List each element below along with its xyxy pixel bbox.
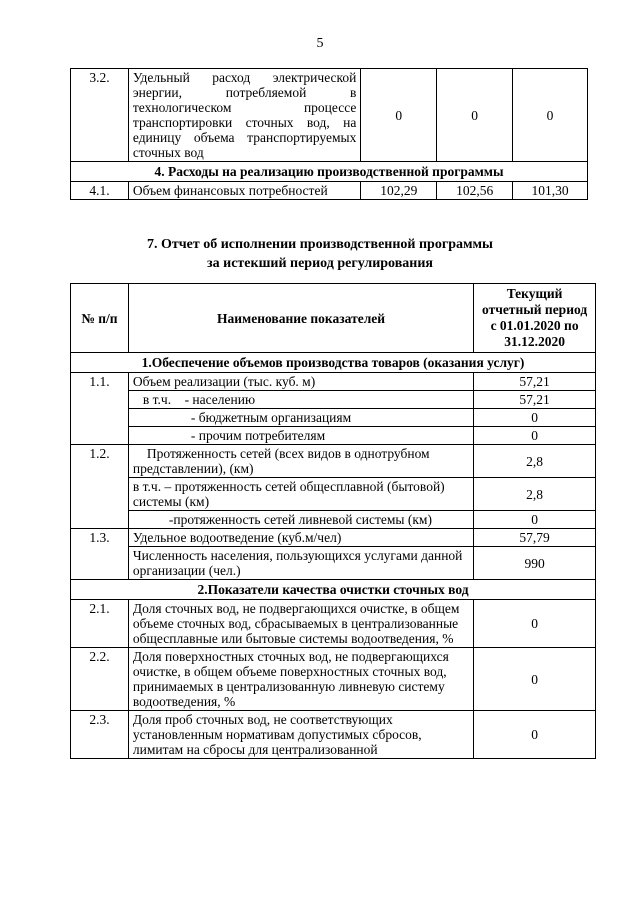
indicator-name: - бюджетным организациям [128,409,473,427]
indicator-name: Объем финансовых потребностей [128,182,361,200]
table-row [71,529,596,547]
report-table [70,283,596,759]
value-cell: 0 [437,69,513,162]
indicator-name: Численность населения, пользующихся услугами данной организации (чел.) [128,547,473,580]
table-row [71,391,596,409]
indicator-name: Протяженность сетей (всех видов в однотрубном представлении), (км) [128,445,473,478]
header-num: № п/п [71,284,129,353]
value-cell: 101,30 [513,182,588,200]
table-row [71,69,588,162]
value-cell: 2,8 [474,478,596,511]
section-7-title-line-1: 7. Отчет об исполнении производственной программы [146,237,493,252]
row-number: 2.3. [71,711,129,759]
row-number: 2.1. [71,600,129,648]
table-row [71,409,596,427]
section-row [71,353,596,373]
section-row [71,580,596,600]
row-number: 4.1. [71,182,129,200]
table-row [71,182,588,200]
row-number: 2.2. [71,648,129,711]
indicator-name: Удельное водоотведение (куб.м/чел) [128,529,473,547]
table-row [71,445,596,478]
table-row [71,373,596,391]
header-row [71,284,596,353]
section-heading: 4. Расходы на реализацию производственной программы [71,162,588,182]
indicator-name: - прочим потребителям [128,427,473,445]
table-row [71,600,596,648]
value-cell: 102,29 [361,182,437,200]
value-cell: 57,79 [474,529,596,547]
value-cell: 102,56 [437,182,513,200]
header-name: Наименование показателей [128,284,473,353]
indicator-name: Доля проб сточных вод, не соответствующих установленным нормативам допустимых сбросов, лимитам на сбросы для централизованной [128,711,473,759]
top-table [70,68,588,200]
indicator-name: Удельный расход электрической энергии, потребляемой в технологическом процессе транспортировки сточных вод, на единицу объема транспортируемых сточных вод [128,69,361,162]
section-row [71,162,588,182]
value-cell: 0 [474,600,596,648]
row-number: 1.1. [71,373,129,445]
indicator-name: Доля сточных вод, не подвергающихся очистке, в общем объеме сточных вод, сбрасываемых в централизованные общесплавные или бытовые системы водоотведения, % [128,600,473,648]
indicator-name: Доля поверхностных сточных вод, не подвергающихся очистке, в общем объеме поверхностных сточных вод, принимаемых в централизованную ливневую систему водоотведения, % [128,648,473,711]
value-cell: 0 [474,711,596,759]
section-7-title-line-2: за истекший период регулирования [207,256,433,271]
value-cell: 0 [513,69,588,162]
value-cell: 0 [474,427,596,445]
indicator-name: в т.ч. - населению [128,391,473,409]
header-period: Текущий отчетный период с 01.01.2020 по 31.12.2020 [474,284,596,353]
section-7-title [0,235,640,273]
page-number: 5 [316,36,324,51]
table-row [71,478,596,511]
table-row [71,511,596,529]
row-number: 3.2. [71,69,129,162]
value-cell: 0 [361,69,437,162]
row-number: 1.2. [71,445,129,529]
value-cell: 0 [474,648,596,711]
value-cell: 2,8 [474,445,596,478]
row-number: 1.3. [71,529,129,580]
section-heading: 2.Показатели качества очистки сточных вод [71,580,596,600]
table-row [71,427,596,445]
section-heading: 1.Обеспечение объемов производства товаров (оказания услуг) [71,353,596,373]
value-cell: 990 [474,547,596,580]
indicator-name: в т.ч. – протяженность сетей общесплавной (бытовой) системы (км) [128,478,473,511]
indicator-name: Объем реализации (тыс. куб. м) [128,373,473,391]
indicator-name: -протяженность сетей ливневой системы (км) [128,511,473,529]
value-cell: 57,21 [474,391,596,409]
table-row [71,547,596,580]
table-row [71,711,596,759]
value-cell: 0 [474,409,596,427]
value-cell: 57,21 [474,373,596,391]
value-cell: 0 [474,511,596,529]
table-row [71,648,596,711]
